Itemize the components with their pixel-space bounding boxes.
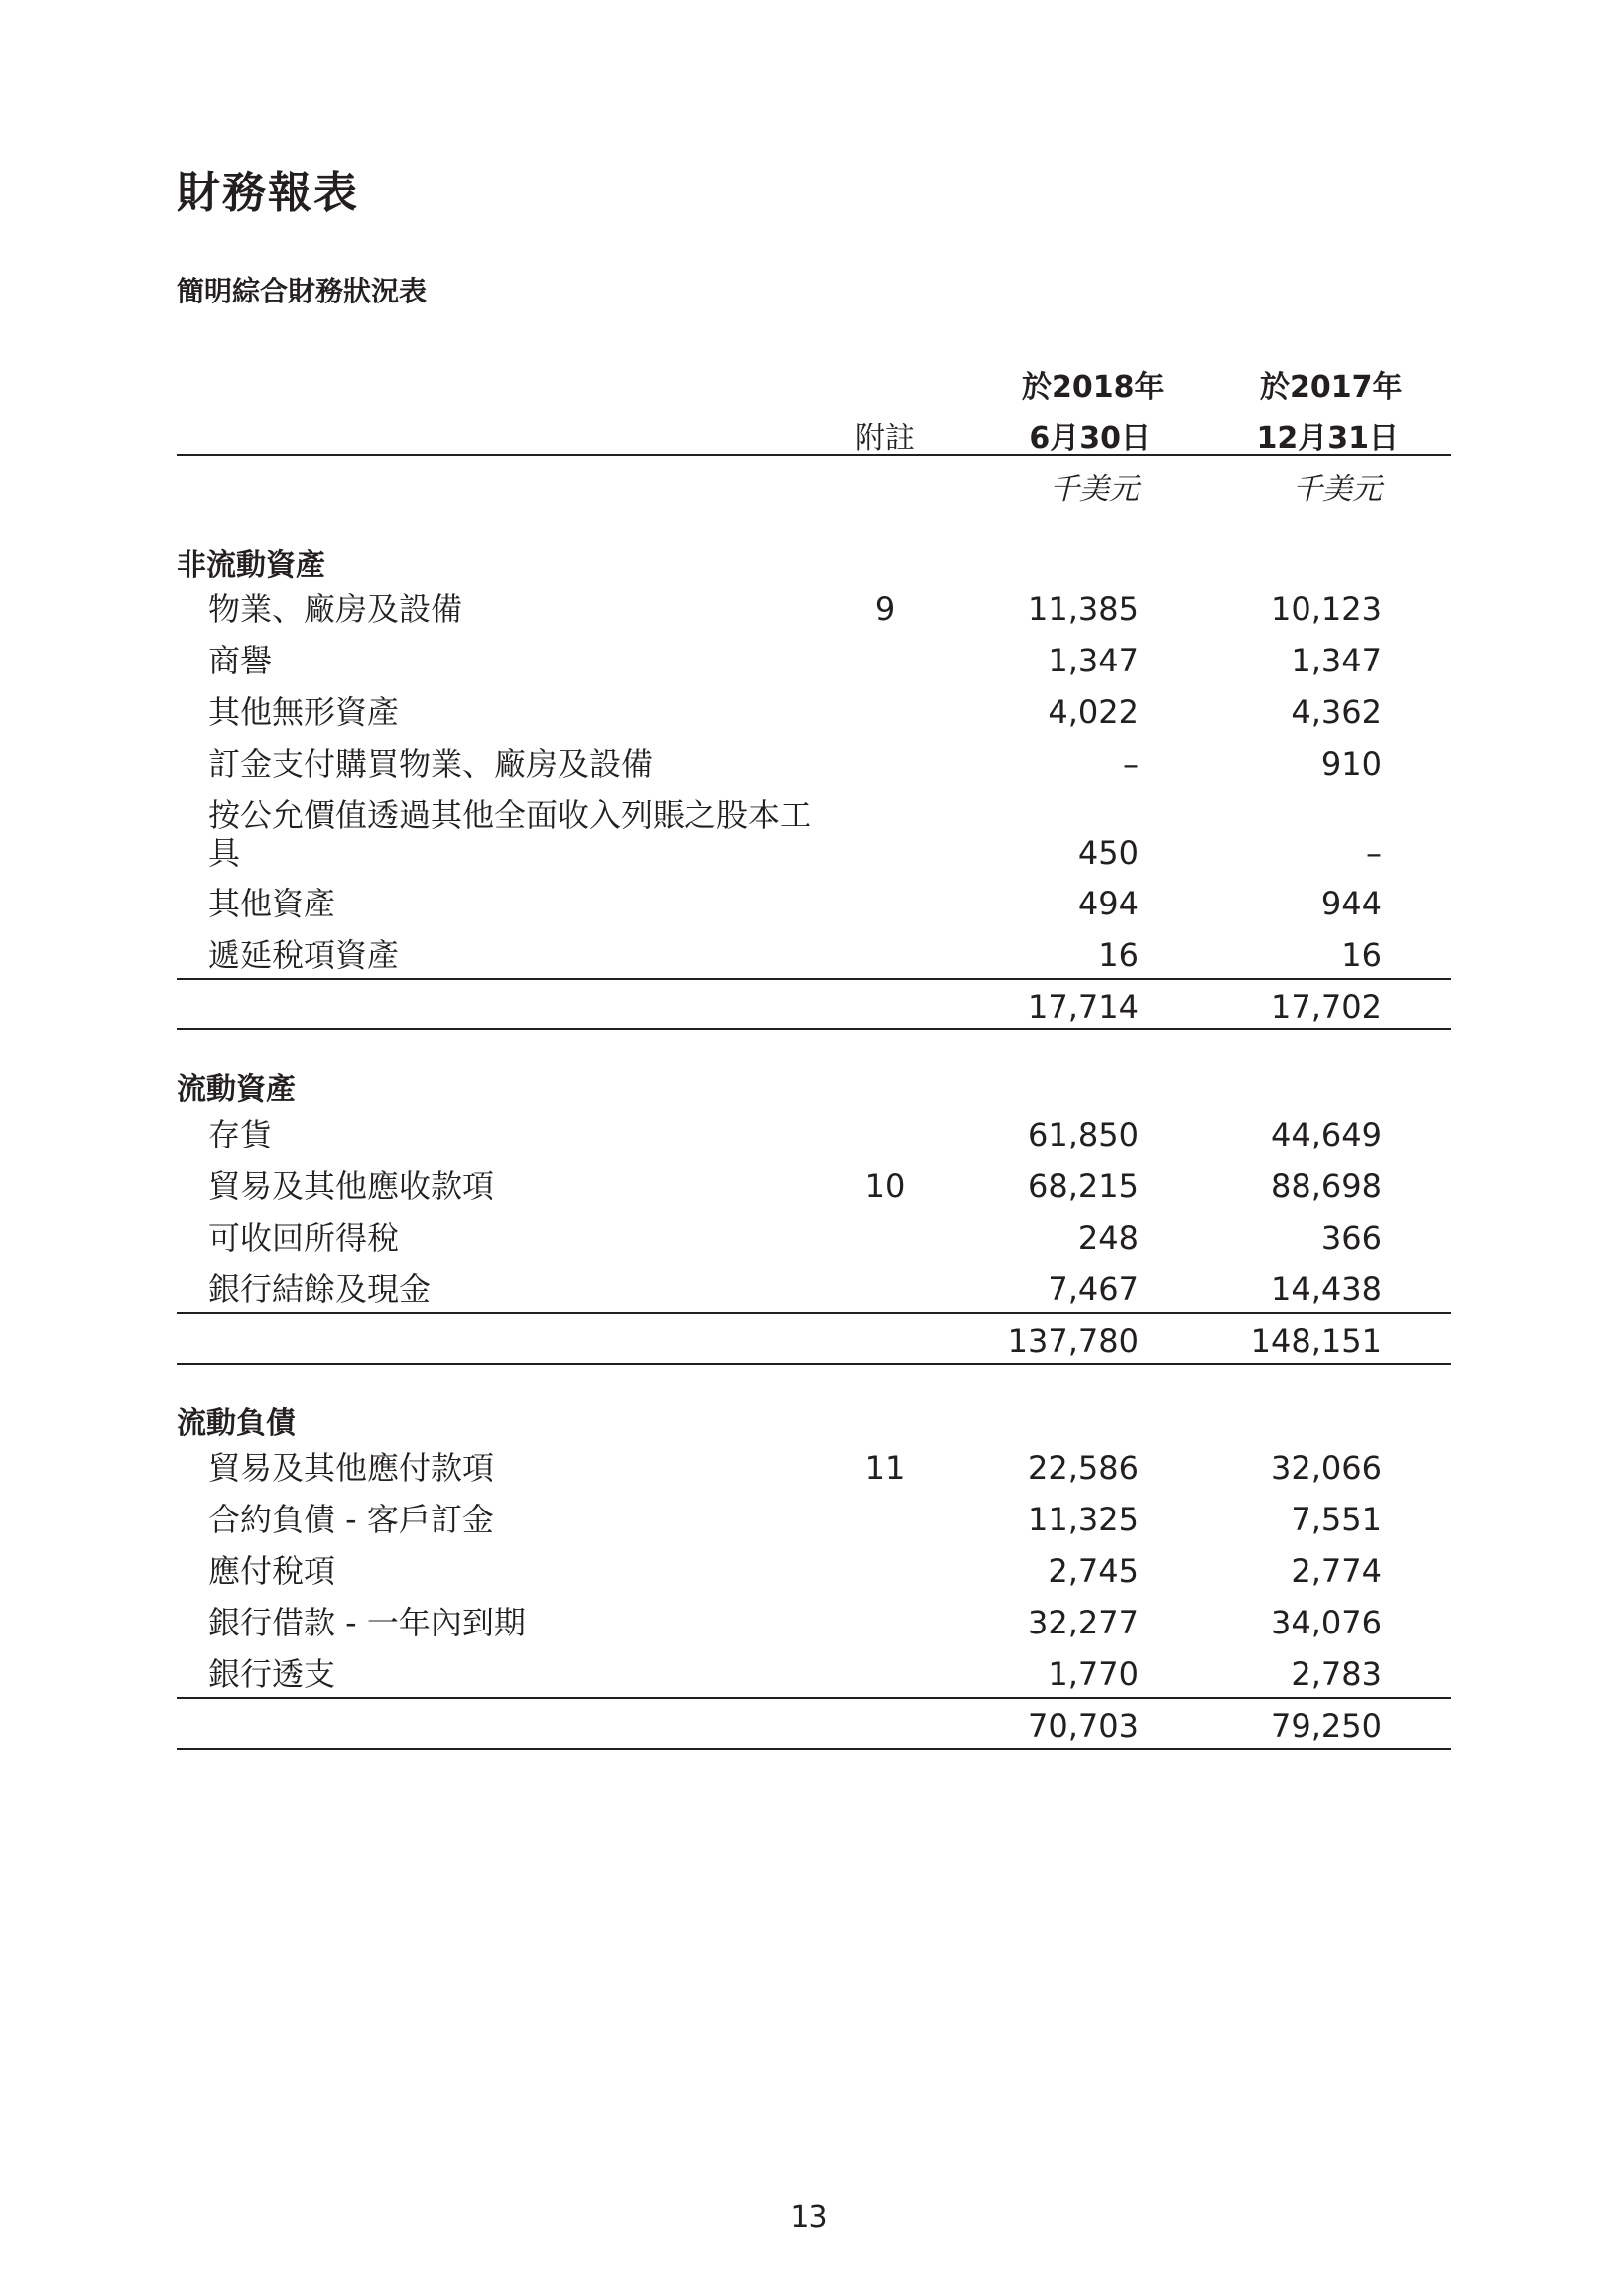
row-value-2018: 32,277: [1028, 1604, 1139, 1641]
row-value-2017: 14,438: [1271, 1270, 1382, 1308]
row-value-2017: 32,066: [1271, 1449, 1382, 1487]
row-value-2018: 4,022: [1048, 693, 1139, 731]
subtotal-row: [0, 1706, 1618, 1757]
subtotal-row: [0, 1321, 1618, 1373]
statement-title: 簡明綜合財務狀況表: [177, 275, 428, 307]
row-value-2017: 944: [1320, 885, 1382, 922]
subtotal-row: [0, 987, 1618, 1038]
row-label: 按公允價值透過其他全面收入列賬之股本工: [208, 796, 812, 834]
table-row: [0, 795, 1618, 885]
row-label: 其他資產: [208, 885, 336, 922]
subtotal-2018: 17,714: [1028, 988, 1139, 1026]
row-value-2017: 16: [1341, 936, 1382, 974]
subtotal-2018: 137,780: [1007, 1322, 1139, 1360]
row-value-2018: 1,770: [1048, 1655, 1139, 1693]
row-label: 物業、廠房及設備: [208, 590, 463, 628]
row-label: 應付稅項: [208, 1552, 336, 1590]
table-row: [0, 641, 1618, 692]
table-row: [0, 1500, 1618, 1551]
group-heading-current-assets: 流動資產: [177, 1072, 296, 1107]
row-label: 貿易及其他應付款項: [208, 1449, 495, 1487]
subtotal-2017: 79,250: [1271, 1707, 1382, 1745]
row-label: 遞延稅項資產: [208, 936, 400, 974]
row-value-2018: 450: [1077, 834, 1139, 872]
row-value-2018: 2,745: [1048, 1552, 1139, 1590]
subtotal-2017: 148,151: [1250, 1322, 1382, 1360]
row-value-2017: 2,774: [1291, 1552, 1382, 1590]
table-row: [0, 884, 1618, 935]
unit-2018: 千美元: [1050, 472, 1139, 507]
row-label: 訂金支付購買物業、廠房及設備: [208, 745, 654, 783]
table-row: [0, 589, 1618, 641]
table-row: [0, 1218, 1618, 1269]
row-value-2018: 248: [1077, 1219, 1139, 1257]
row-note: 11: [864, 1449, 906, 1487]
row-value-2018: 22,586: [1028, 1449, 1139, 1487]
header-rule: [177, 454, 1451, 456]
table-row: [0, 1115, 1618, 1166]
row-value-2018: 1,347: [1048, 642, 1139, 679]
row-value-2017: 10,123: [1271, 590, 1382, 628]
col-2017-header-date: 12月31日: [1256, 422, 1399, 456]
subtotal-rule-top: [177, 978, 1451, 980]
subtotal-rule-bottom: [177, 1748, 1451, 1750]
row-value-2018: –: [1123, 745, 1139, 783]
row-value-2017: –: [1366, 834, 1382, 872]
row-value-2017: 88,698: [1271, 1167, 1382, 1205]
row-note: 10: [864, 1167, 906, 1205]
row-value-2018: 494: [1077, 885, 1139, 922]
row-value-2018: 7,467: [1048, 1270, 1139, 1308]
table-row: [0, 744, 1618, 795]
table-row: [0, 1603, 1618, 1654]
row-label: 存貨: [208, 1116, 273, 1153]
subtotal-rule-top: [177, 1312, 1451, 1314]
col-2017-header-year: 於2017年: [1260, 370, 1403, 405]
row-value-2017: 34,076: [1271, 1604, 1382, 1641]
unit-2017: 千美元: [1293, 472, 1382, 507]
subtotal-2018: 70,703: [1028, 1707, 1139, 1745]
row-value-2018: 11,385: [1028, 590, 1139, 628]
row-label-continued: 具: [208, 834, 241, 872]
row-label: 可收回所得稅: [208, 1219, 400, 1257]
row-value-2018: 68,215: [1028, 1167, 1139, 1205]
table-row: [0, 1448, 1618, 1500]
note-column-header: 附註: [855, 422, 915, 456]
subtotal-rule-bottom: [177, 1363, 1451, 1365]
row-value-2017: 44,649: [1271, 1116, 1382, 1153]
row-label: 合約負債 - 客戶訂金: [208, 1501, 494, 1538]
row-value-2018: 11,325: [1028, 1501, 1139, 1538]
subtotal-rule-bottom: [177, 1028, 1451, 1030]
row-value-2017: 1,347: [1291, 642, 1382, 679]
col-2018-header-year: 於2018年: [1022, 370, 1165, 405]
group-heading-current-liabilities: 流動負債: [177, 1406, 296, 1441]
page-number: 13: [790, 2200, 828, 2235]
subtotal-2017: 17,702: [1271, 988, 1382, 1026]
page-title: 財務報表: [177, 168, 359, 218]
row-value-2017: 366: [1320, 1219, 1382, 1257]
col-2018-header-date: 6月30日: [1029, 422, 1151, 456]
row-label: 商譽: [208, 642, 273, 679]
row-value-2017: 7,551: [1291, 1501, 1382, 1538]
row-value-2017: 2,783: [1291, 1655, 1382, 1693]
group-heading-non-current-assets: 非流動資產: [177, 548, 325, 583]
row-value-2018: 61,850: [1028, 1116, 1139, 1153]
row-note: 9: [874, 590, 896, 628]
row-label: 銀行結餘及現金: [208, 1270, 432, 1308]
row-value-2018: 16: [1098, 936, 1139, 974]
row-value-2017: 4,362: [1291, 693, 1382, 731]
table-row: [0, 1166, 1618, 1218]
subtotal-rule-top: [177, 1697, 1451, 1699]
row-label: 其他無形資產: [208, 693, 400, 731]
row-value-2017: 910: [1320, 745, 1382, 783]
table-row: [0, 1551, 1618, 1603]
row-label: 銀行透支: [208, 1655, 336, 1693]
table-row: [0, 692, 1618, 744]
row-label: 銀行借款 - 一年內到期: [208, 1604, 526, 1641]
row-label: 貿易及其他應收款項: [208, 1167, 495, 1205]
